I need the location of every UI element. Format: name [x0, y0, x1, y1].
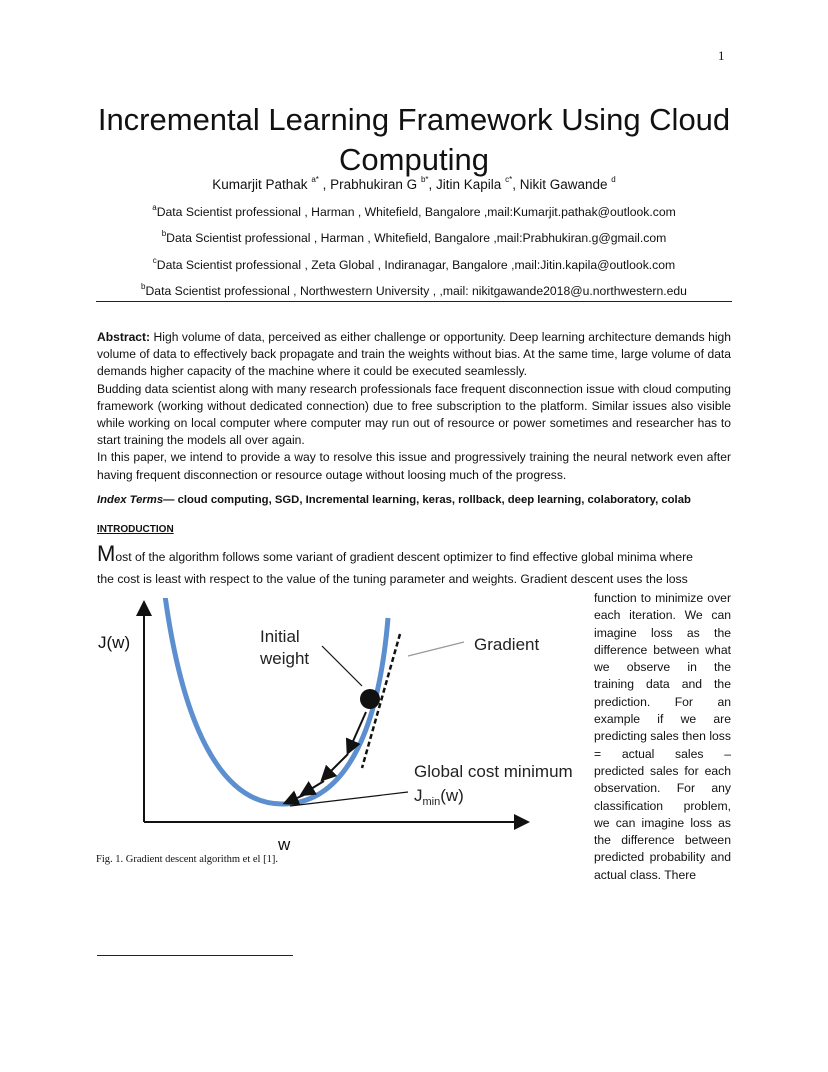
global-minimum-label: Global cost minimum: [414, 762, 573, 781]
section-heading: INTRODUCTION: [97, 524, 174, 535]
affiliation: $^c$Data Scientist professional , Zeta Global , Indiranagar, Bangalore ,mail:Jitin.kapila@outlook.com: [152, 256, 676, 272]
gradient-descent-figure: [92, 598, 582, 860]
figure-caption: Fig. 1. Gradient descent algorithm et el [1].: [96, 854, 278, 865]
gradient-label: Gradient: [474, 635, 540, 654]
affiliation: $^b$Data Scientist professional , Northwestern University , ,mail: nikitgawande2018@u.northwestern.edu: [141, 282, 687, 298]
author-name: Kumarjit Pathak: [212, 177, 308, 192]
author-name: Jitin Kapila: [436, 177, 502, 192]
x-axis-label: w: [278, 835, 291, 854]
intro-column-text: function to minimize over each iteration. We can imagine loss as the difference between what we observe in the training data and the prediction. For an example if we are predicting sales then loss = actual sales – predicted sales for each observation. For any classification problem, we can imagine loss as the difference between predicted probability and actual class. There: [594, 591, 731, 882]
index-terms: Index Terms— cloud computing, SGD, Incremental learning, keras, rollback, deep learning, colaboratory, colab: [97, 494, 691, 506]
abstract: Abstract: High volume of data, perceived as either challenge or opportunity. Deep learning architecture demands high volume of data to effectively back propagate and train the weights without bias. At the same time, large volume of data demands higher capacity of the machine where it could be executed seamlessly. Budding data scientist along with many research professionals face frequent disconnection issue with cloud computing framework (working without dedicated connection) due to free subscription to the platform. Similar issues also visible while working on local computer where computer may run out of resource or power sometimes and researcher has to start training the models all over again. In this paper, we intend to provide a way to resolve this issue and progressively training the neural network even after having frequent disconnection or resource outage without loosing much of the progress.: [97, 329, 731, 484]
paper-title: Incremental Learning Framework Using Cloud Computing: [97, 102, 731, 177]
affiliation: $^a$Data Scientist professional , Harman , Whitefield, Bangalore ,mail:Kumarjit.pathak@outlook.com: [152, 203, 676, 219]
initial-weight-label: weight: [260, 649, 310, 668]
affiliation: $^b$Data Scientist professional , Harman , Whitefield, Bangalore ,mail:Prabhukiran.g@gmail.com: [161, 229, 667, 245]
author-list: Kumarjit Pathak $^{a*}$ , Prabhukiran G $^{b*}$, Jitin Kapila $^{c*}$, Nikit Gawande $^d$: [212, 175, 616, 192]
header-divider: [96, 301, 732, 302]
abstract-paragraph: Budding data scientist along with many research professionals face frequent disconnection issue with cloud computing framework (working without dedicated connection) due to free subscription to the platform. Similar issues also visible while working on local computer where computer may run out of resource or power sometimes and researcher has to start training the models all over again.: [97, 381, 731, 448]
author-name: Nikit Gawande: [519, 177, 608, 192]
initial-weight-point: [360, 689, 380, 709]
page-number: 1: [718, 48, 725, 63]
initial-weight-label: Initial: [260, 627, 300, 646]
abstract-paragraph: In this paper, we intend to provide a way to resolve this issue and progressively training the neural network even after having frequent disconnection or resource outage without loosing much of the progress.: [97, 450, 731, 482]
jmin-label: $J_{min}(w)$: [414, 786, 464, 808]
footnote-divider: [97, 955, 293, 956]
drop-cap: M: [97, 541, 116, 566]
author-name: Prabhukiran G: [330, 177, 418, 192]
intro-paragraph: Most of the algorithm follows some variant of gradient descent optimizer to find effective global minima where the cost is least with respect to the value of the tuning parameter and weights. Gradient descent uses the loss: [97, 541, 693, 586]
abstract-label: Abstract:: [97, 330, 151, 344]
y-axis-label: J(w): [98, 633, 131, 652]
